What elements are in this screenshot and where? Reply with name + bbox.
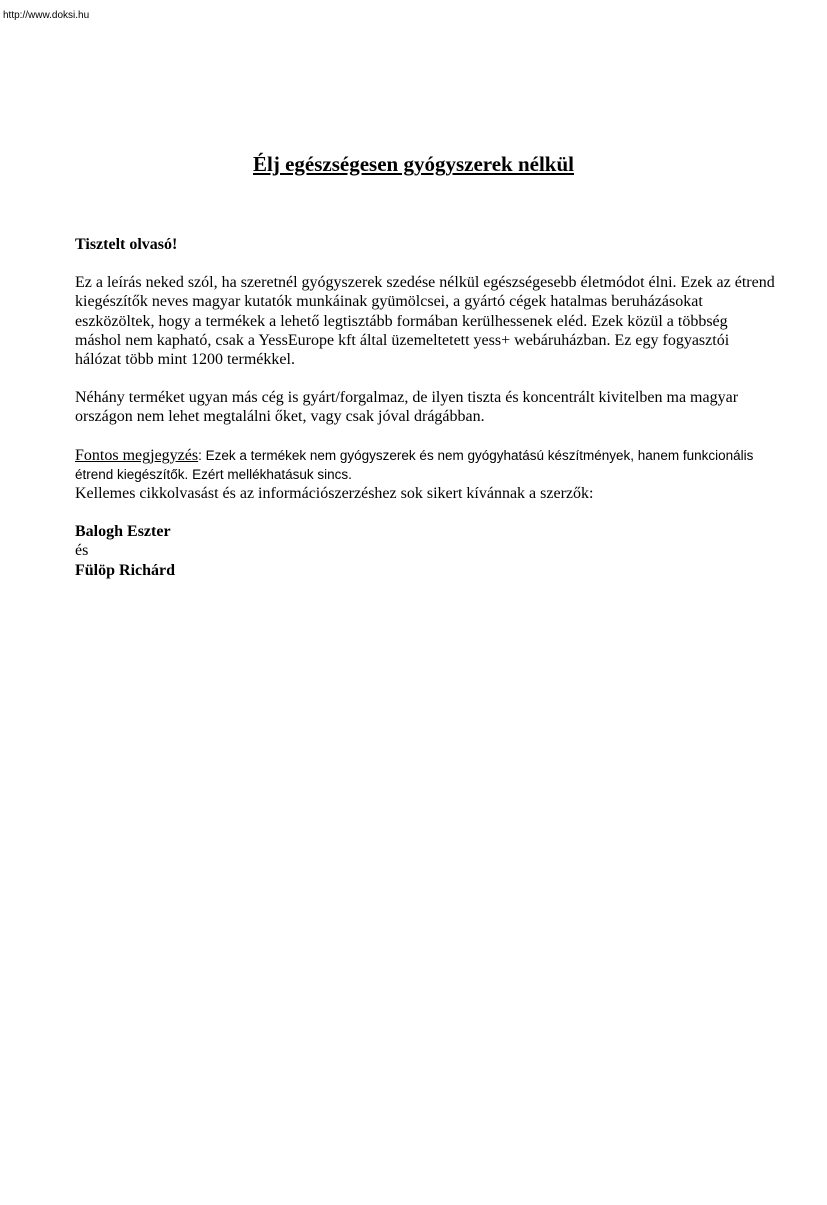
paragraph-products: Néhány terméket ugyan más cég is gyárt/forgalmaz, de ilyen tiszta és koncentrált kivitelben ma magyar országon nem lehet megtalálni őket, vagy csak jóval drágábban. [75,389,739,426]
note-text: : Ezek a termékek nem gyógyszerek és nem gyógyhatású készítmények, hanem funkcionális étrend kiegészítők. Ezért mellékhatásuk sincs. [75,447,754,482]
important-note [75,446,775,484]
closing-line: Kellemes cikkolvasást és az információszerzéshez sok sikert kívánnak a szerzők: [75,485,594,503]
source-url[interactable]: http://www.doksi.hu [3,10,90,21]
document-title: Élj egészségesen gyógyszerek nélkül [253,152,574,176]
paragraph-intro: Ez a leírás neked szól, ha szeretnél gyógyszerek szedése nélkül egészségesebb életmódot élni. Ezek az étrend kiegészítők neves magyar kutatók munkáinak gyümölcsei, a gyártó cégek hatalmas beruházásokat eszközöltek, hogy a termékek a lehető legtisztább formában kerülhessenek eléd. Ezek közül a többség máshol nem kapható, csak a YessEurope kft által üzemeltetett yess+ webáruházban. Ez egy fogyasztói hálózat több mint 1200 termékkel. [75,274,775,369]
author-conjunction: és [75,542,89,560]
note-label: Fontos megjegyzés [75,446,199,464]
author-1: Balogh Eszter [75,523,171,541]
author-2: Fülöp Richárd [75,561,176,579]
greeting: Tisztelt olvasó! [75,236,178,253]
document-body [75,235,775,580]
